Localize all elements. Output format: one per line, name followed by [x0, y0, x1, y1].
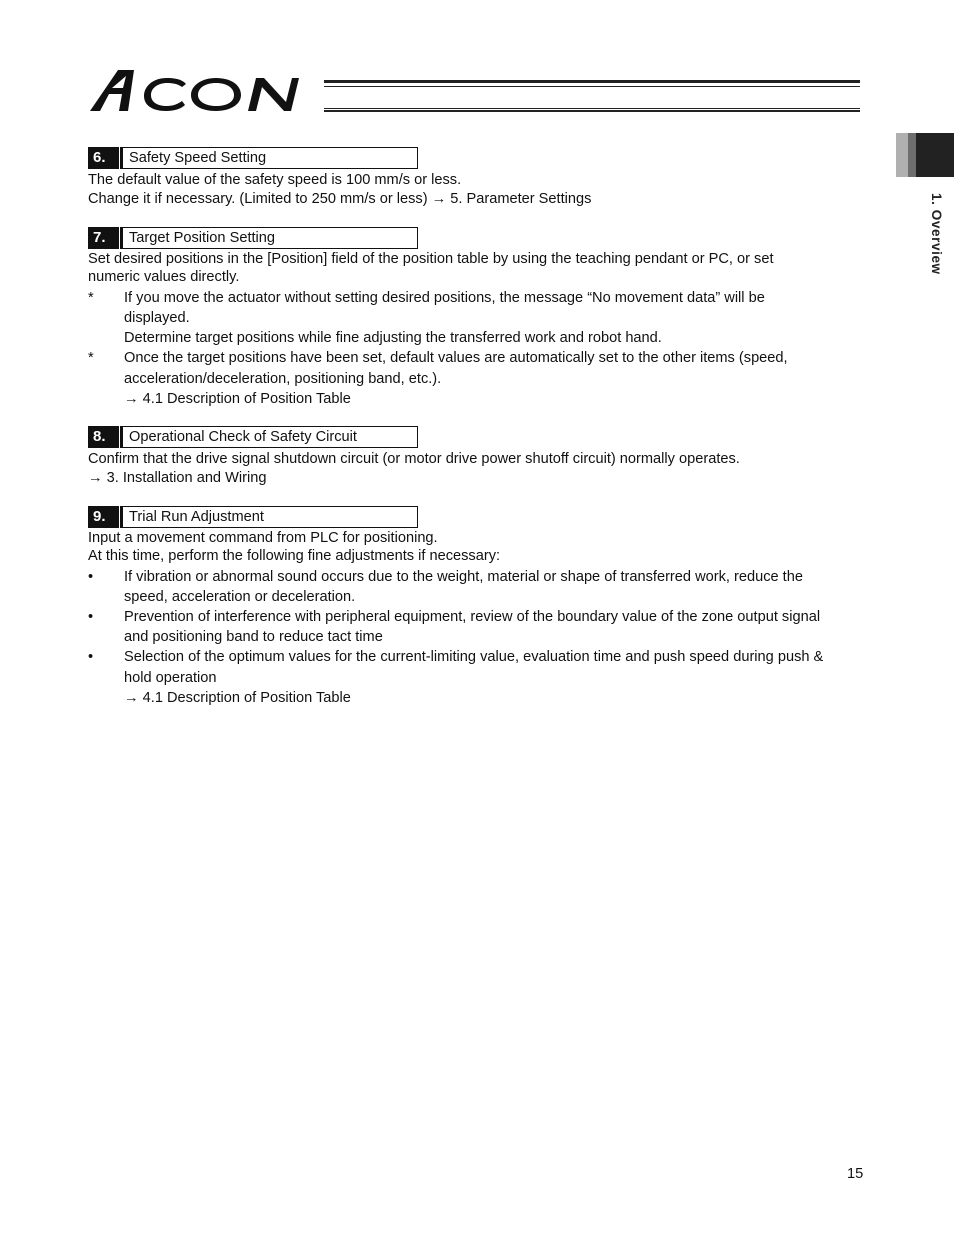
- bullet-text: and positioning band to reduce tact time: [124, 629, 383, 645]
- section-title: Trial Run Adjustment: [120, 506, 418, 528]
- bullet-mark: •: [88, 609, 94, 625]
- body-text: Set desired positions in the [Position] field of the position table by using the teaching pendant or PC, or set: [88, 251, 774, 267]
- section-title: Operational Check of Safety Circuit: [120, 426, 418, 448]
- section-heading: [88, 147, 410, 169]
- bullet-mark: •: [88, 569, 94, 585]
- body-text: The default value of the safety speed is 100 mm/s or less.: [88, 172, 462, 188]
- chapter-tab: [896, 133, 954, 177]
- section-number: 6.: [88, 147, 119, 169]
- header-rule: [324, 108, 860, 109]
- body-text: numeric values directly.: [88, 269, 240, 285]
- body-text: Input a movement command from PLC for positioning.: [88, 530, 438, 546]
- bullet-text: hold operation: [124, 670, 217, 686]
- section-heading: [88, 426, 410, 448]
- bullet-mark: •: [88, 649, 94, 665]
- header-rule: [324, 86, 860, 87]
- section-number: 9.: [88, 506, 119, 528]
- body-text: At this time, perform the following fine adjustments if necessary:: [88, 548, 501, 564]
- section-heading: [88, 227, 410, 249]
- bullet-text: Selection of the optimum values for the current-limiting value, evaluation time and push speed during push &: [124, 649, 824, 665]
- header-rule: [324, 110, 860, 112]
- note-text: If you move the actuator without setting desired positions, the message “No movement data” will be: [124, 290, 765, 306]
- section-title: Target Position Setting: [120, 227, 418, 249]
- page-number: 15: [847, 1166, 864, 1182]
- header-rule: [324, 80, 860, 83]
- section-title: Safety Speed Setting: [120, 147, 418, 169]
- acon-logo: [88, 66, 328, 114]
- cross-reference: → 3. Installation and Wiring: [88, 470, 267, 486]
- section-number: 7.: [88, 227, 119, 249]
- body-text: Confirm that the drive signal shutdown circuit (or motor drive power shutoff circuit) normally operates.: [88, 451, 740, 467]
- note-text: displayed.: [124, 310, 190, 326]
- bullet-text: Prevention of interference with peripheral equipment, review of the boundary value of the zone output signal: [124, 609, 821, 625]
- note-mark: *: [88, 290, 94, 306]
- chapter-label: 1. Overview: [929, 193, 944, 275]
- section-number: 8.: [88, 426, 119, 448]
- section-heading: [88, 506, 410, 528]
- note-mark: *: [88, 350, 94, 366]
- note-text: Determine target positions while fine adjusting the transferred work and robot hand.: [124, 330, 662, 346]
- note-text: Once the target positions have been set, default values are automatically set to the other items (speed,: [124, 350, 788, 366]
- note-text: acceleration/deceleration, positioning band, etc.).: [124, 371, 442, 387]
- cross-reference: → 4.1 Description of Position Table: [124, 391, 351, 407]
- bullet-text: If vibration or abnormal sound occurs due to the weight, material or shape of transferred work, reduce the: [124, 569, 803, 585]
- body-text: Change it if necessary. (Limited to 250 mm/s or less) → 5. Parameter Settings: [88, 191, 592, 207]
- cross-reference: → 4.1 Description of Position Table: [124, 690, 351, 706]
- bullet-text: speed, acceleration or deceleration.: [124, 589, 356, 605]
